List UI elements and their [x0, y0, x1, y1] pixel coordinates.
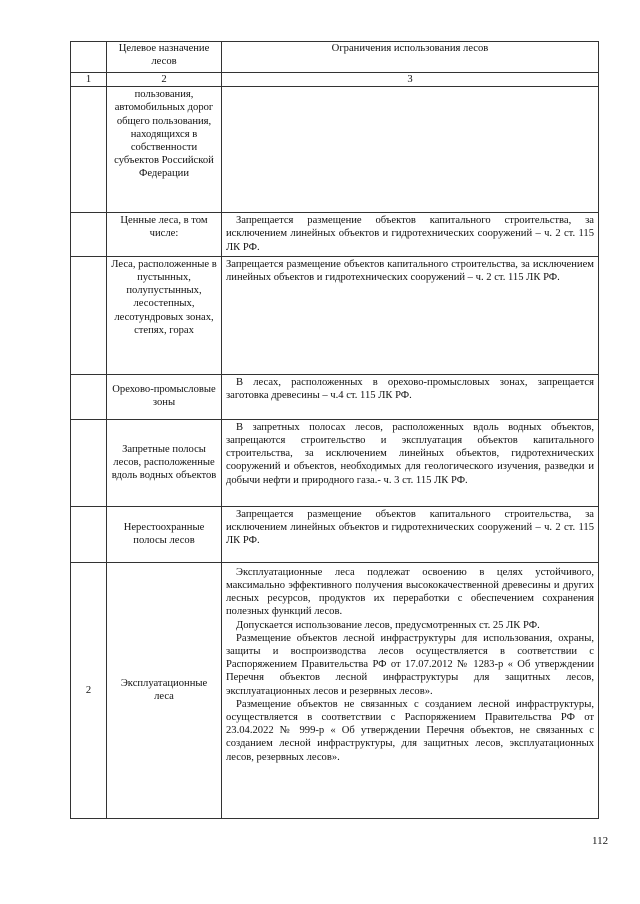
restriction-text: В запретных полосах лесов, расположенных вдоль водных объектов, запрещаются строительство и эксплуатация объектов капитального строительства, за исключением линейных объектов, гидротехнических сооружений и объектов, необходимых для геологического изучения, разведки и добычи нефти и природного газа.- ч. 3 ст. 115 ЛК РФ.: [226, 421, 594, 486]
header-cell-number: [71, 42, 107, 73]
table-row: [71, 374, 599, 419]
restriction-cell: [222, 419, 599, 506]
table-row: [71, 506, 599, 562]
restriction-paragraph: Размещение объектов лесной инфраструктуры для использования, охраны, защиты и воспроизводства лесов осуществляется в соответствии с Распоряжением Правительства РФ от 17.07.2012 № 1283-р « Об утверждении Перечня объектов лесной инфраструктуры для защитных лесов, эксплуатационных лесов и резервных лесов».: [226, 632, 594, 697]
table-row: [71, 562, 599, 818]
section-number: 2: [71, 562, 107, 818]
restriction-cell: [222, 374, 599, 419]
column-index-2: 2: [107, 73, 222, 87]
restriction-text: Запрещается размещение объектов капитального строительства, за исключением линейных объектов и гидротехнических сооружений – ч. 2 ст. 115 ЛК РФ.: [226, 508, 594, 547]
table-row: [71, 213, 599, 257]
table-row: [71, 419, 599, 506]
purpose-cell: Ценные леса, в том числе:: [107, 213, 222, 257]
table-row: [71, 87, 599, 213]
header-purpose: Целевое назначение лесов: [107, 42, 222, 73]
table-header-row: [71, 42, 599, 73]
page-number: 112: [592, 835, 609, 847]
forest-restrictions-table: [70, 41, 599, 819]
purpose-cell: Леса, расположенные в пустынных, полупустынных, лесостепных, лесотундровых зонах, степях, горах: [107, 256, 222, 374]
column-index-3: 3: [222, 73, 599, 87]
restriction-text: Запрещается размещение объектов капитального строительства, за исключением линейных объектов и гидротехнических сооружений – ч. 2 ст. 115 ЛК РФ.: [226, 215, 594, 253]
column-index-1: 1: [71, 73, 107, 87]
purpose-cell: Запретные полосы лесов, расположенные вдоль водных объектов: [107, 419, 222, 506]
restriction-paragraph: Размещение объектов не связанных с созданием лесной инфраструктуры, осуществляется в соответствии с Распоряжением Правительства РФ от 23.04.2022 № 999-р « Об утверждении Перечня объектов, не связанных с созданием лесной инфраструктуры, для защитных лесов, эксплуатационных лесов, резервных лесов».: [226, 698, 594, 763]
restriction-text: Запрещается размещение объектов капитального строительства, за исключением линейных объектов и гидротехнических сооружений – ч. 2 ст. 115 ЛК РФ.: [226, 258, 594, 284]
purpose-cell: пользования, автомобильных дорог общего пользования, находящихся в собственности субъектов Российской Федерации: [107, 87, 222, 213]
purpose-cell: Орехово-промысловые зоны: [107, 374, 222, 419]
header-restrictions: Ограничения использования лесов: [222, 42, 599, 73]
restriction-paragraph: Эксплуатационные леса подлежат освоению в целях устойчивого, максимально эффективного получения высококачественной древесины и других лесных ресурсов, продуктов их переработки с обеспечением сохранения полезных функций лесов.: [226, 566, 594, 618]
restriction-cell: [222, 213, 599, 257]
restriction-text: В лесах, расположенных в орехово-промысловых зонах, запрещается заготовка древесины – ч.4 ст. 115 ЛК РФ.: [226, 376, 594, 402]
restriction-cell: [222, 87, 599, 213]
table-row: [71, 256, 599, 374]
restriction-cell: [222, 562, 599, 818]
restriction-paragraph: Допускается использование лесов, предусмотренных ст. 25 ЛК РФ.: [236, 619, 540, 631]
purpose-cell: Нерестоохранные полосы лесов: [107, 506, 222, 562]
column-index-row: [71, 73, 599, 87]
purpose-cell: Эксплуатационные леса: [107, 562, 222, 818]
restriction-cell: [222, 256, 599, 374]
restriction-cell: [222, 506, 599, 562]
